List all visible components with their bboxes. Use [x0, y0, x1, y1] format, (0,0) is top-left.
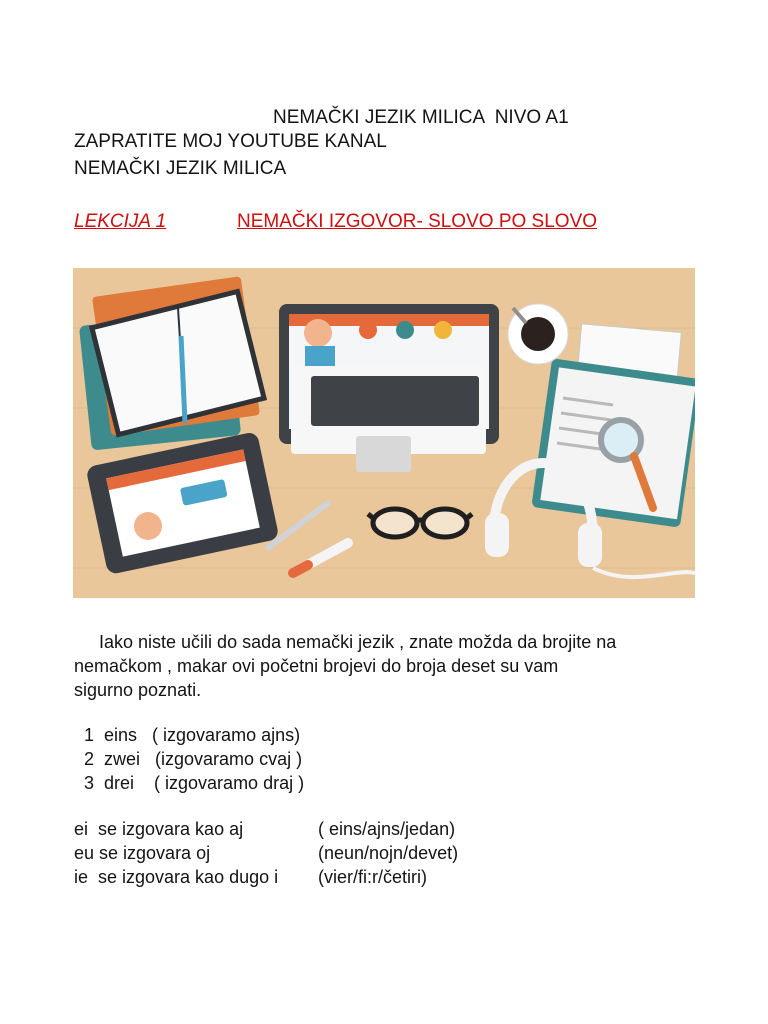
lesson-title: NEMAČKI IZGOVOR- SLOVO PO SLOVO: [237, 211, 598, 232]
rule-text: eu se izgovara oj: [74, 843, 211, 863]
rule-example: ( eins/ajns/jedan): [318, 819, 456, 839]
document-title: NEMAČKI JEZIK MILICA NIVO A1: [273, 107, 569, 128]
lesson-label: LEKCIJA 1: [74, 211, 167, 232]
number-item: 3 drei ( izgovaramo draj ): [74, 773, 305, 793]
number-item: 2 zwei (izgovaramo cvaj ): [74, 749, 303, 769]
notebook-icon: [79, 276, 264, 450]
rule-example: (neun/nojn/devet): [318, 843, 459, 863]
rule-example: (vier/fi:r/četiri): [318, 867, 427, 887]
coffee-cup-icon: [508, 304, 568, 364]
channel-name: NEMAČKI JEZIK MILICA: [74, 158, 287, 179]
rule-text: ie se izgovara kao dugo i: [74, 867, 279, 887]
subscribe-line: ZAPRATITE MOJ YOUTUBE KANAL: [74, 131, 387, 152]
desk-illustration: [73, 268, 695, 598]
number-item: 1 eins ( izgovaramo ajns): [74, 725, 301, 745]
rule-text: ei se izgovara kao aj: [74, 819, 244, 839]
intro-line: Iako niste učili do sada nemački jezik , znate možda da brojite na: [74, 632, 617, 652]
laptop-icon: [279, 304, 499, 472]
intro-line: nemačkom , makar ovi početni brojevi do broja deset su vam: [74, 656, 559, 676]
intro-line: sigurno poznati.: [74, 680, 202, 700]
